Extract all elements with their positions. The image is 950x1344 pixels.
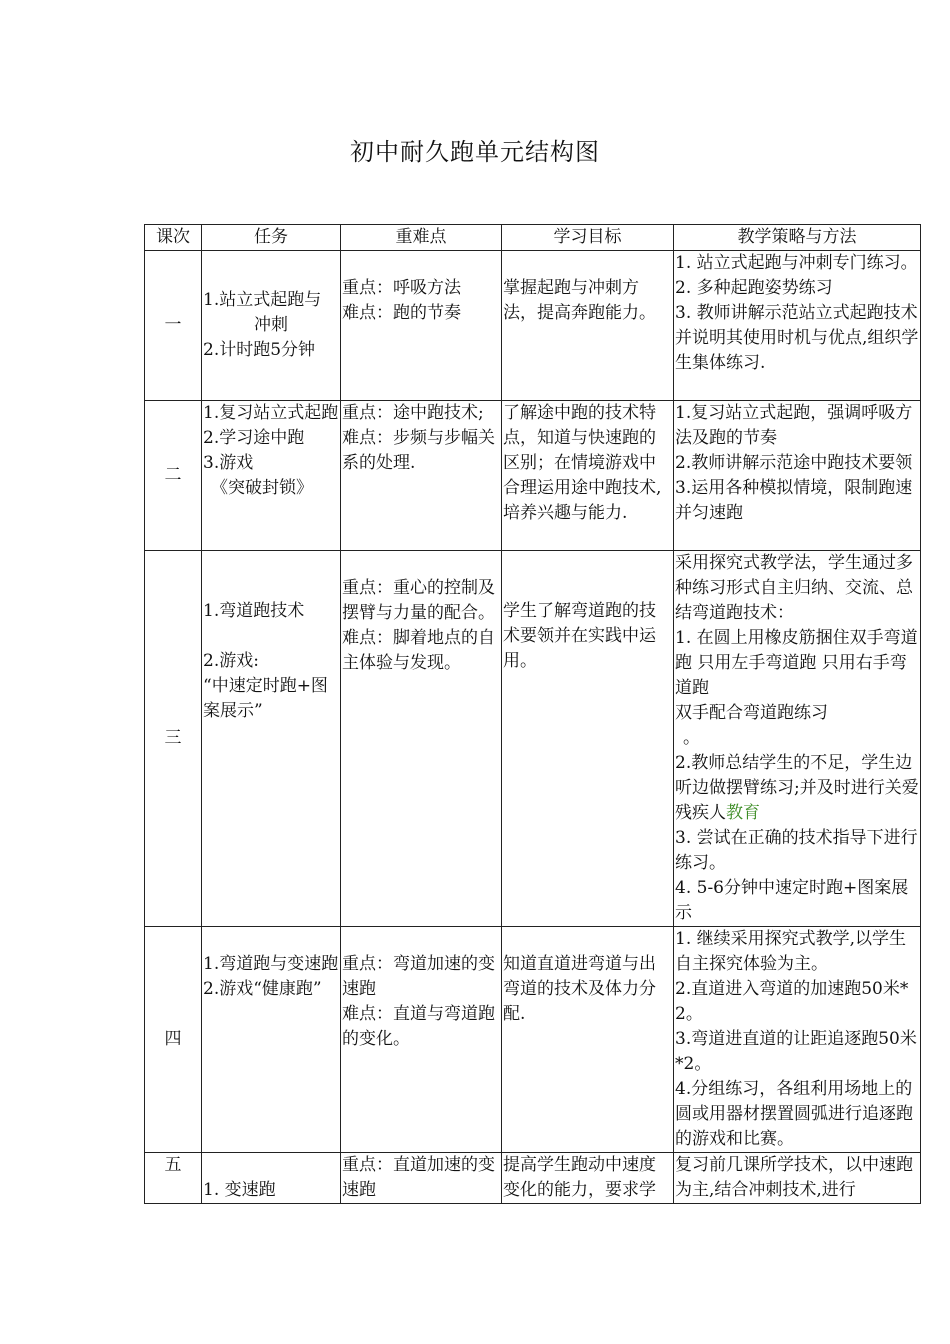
method-line: 4. 5-6分钟中速定时跑+图案展示: [675, 878, 909, 923]
method-line: 3. 尝试在正确的技术指导下进行练习。: [675, 828, 918, 873]
focus-cell: [341, 1153, 502, 1204]
header-goal: 学习目标: [502, 225, 674, 251]
focus-line: 难点：直道与弯道跑的变化。: [342, 1004, 495, 1049]
task-cell: [202, 401, 341, 551]
goal-text: 提高学生跑动中速度变化的能力，要求学: [503, 1155, 656, 1200]
table-row: [145, 401, 921, 551]
task-line: 1.弯道跑技术: [203, 601, 305, 621]
goal-text: 掌握起跑与冲刺方法，提高奔跑能力。: [503, 278, 656, 323]
education-link[interactable]: 教育: [726, 803, 760, 823]
focus-line: 重点：呼吸方法: [342, 278, 461, 298]
method-line: 双手配合弯道跑练习: [675, 703, 828, 723]
header-task: 任务: [202, 225, 341, 251]
header-lesson: 课次: [145, 225, 202, 251]
task-cell: [202, 551, 341, 927]
method-cell: [674, 927, 921, 1153]
method-line: 2. 多种起跑姿势练习: [675, 278, 833, 298]
table-header-row: [145, 225, 921, 251]
focus-line: 难点：脚着地点的自主体验与发现。: [342, 628, 495, 673]
focus-cell: [341, 927, 502, 1153]
method-line: 4.分组练习，各组利用场地上的圆或用器材摆置圆弧进行追逐跑的游戏和比赛。: [675, 1079, 913, 1149]
lesson-number: 二: [145, 401, 202, 551]
task-line: 冲刺: [254, 315, 288, 335]
method-line: 3.运用各种模拟情境，限制跑速并匀速跑: [675, 478, 913, 523]
goal-text: 学生了解弯道跑的技术要领并在实践中运用。: [503, 601, 656, 671]
method-line: 3.弯道进直道的让距追逐跑50米*2。: [675, 1029, 917, 1074]
method-line: 2.教师讲解示范途中跑技术要领: [675, 453, 913, 473]
task-line: 2.计时跑5分钟: [203, 340, 316, 360]
table-row: [145, 251, 921, 401]
task-line: “中速定时跑+图案展示”: [203, 676, 328, 721]
goal-cell: [502, 251, 674, 401]
focus-line: 难点：跑的节奏: [342, 303, 461, 323]
lesson-number: 三: [145, 551, 202, 927]
focus-line: 重点：直道加速的变速跑: [342, 1155, 495, 1200]
method-cell: [674, 551, 921, 927]
method-cell: [674, 251, 921, 401]
header-method: 教学策略与方法: [674, 225, 921, 251]
method-line: 1.复习站立式起跑，强调呼吸方法及跑的节奏: [675, 403, 913, 448]
goal-text: 知道直道进弯道与出弯道的技术及体力分配.: [503, 954, 656, 1024]
method-cell: [674, 401, 921, 551]
method-line: [675, 751, 919, 826]
goal-cell: [502, 1153, 674, 1204]
task-cell: [202, 1153, 341, 1204]
task-line: 2.学习途中跑: [203, 428, 305, 448]
page-title: 初中耐久跑单元结构图: [350, 138, 600, 166]
task-line: 1.弯道跑与变速跑: [203, 954, 339, 974]
goal-cell: [502, 401, 674, 551]
lesson-table: [144, 224, 921, 1204]
task-cell: [202, 927, 341, 1153]
focus-line: 难点：步频与步幅关系的处理.: [342, 428, 495, 473]
method-line: 1. 继续采用探究式教学,以学生自主探究体验为主。: [675, 929, 907, 974]
focus-line: 重点：弯道加速的变速跑: [342, 954, 495, 999]
task-line: 3.游戏: [203, 453, 254, 473]
method-line: 1. 在圆上用橡皮筋捆住双手弯道跑 只用左手弯道跑 只用右手弯道跑: [675, 628, 918, 698]
task-line: [203, 624, 339, 649]
goal-cell: [502, 927, 674, 1153]
goal-text: 了解途中跑的技术特点，知道与快速跑的区别；在情境游戏中合理运用途中跑技术,培养兴趣与能力.: [503, 403, 662, 523]
method-line: 3. 教师讲解示范站立式起跑技术并说明其使用时机与优点,组织学生集体练习.: [675, 303, 919, 373]
focus-line: 重点：重心的控制及摆臂与力量的配合。: [342, 578, 495, 623]
method-line: 2.直道进入弯道的加速跑50米*2。: [675, 979, 909, 1024]
focus-cell: [341, 401, 502, 551]
task-line: 2.游戏:: [203, 651, 259, 671]
focus-cell: [341, 251, 502, 401]
lesson-number: 四: [145, 927, 202, 1153]
task-line: 《突破封锁》: [211, 478, 313, 498]
focus-cell: [341, 551, 502, 927]
method-cell: [674, 1153, 921, 1204]
method-line: 。: [683, 728, 700, 748]
method-text: 2.教师总结学生的不足，学生边听边做摆臂练习;并及时进行关爱残疾人: [675, 753, 919, 823]
table-row: [145, 1153, 921, 1204]
task-line: 1. 变速跑: [203, 1180, 276, 1200]
method-intro: 采用探究式教学法，学生通过多种练习形式自主归纳、交流、总结弯道跑技术：: [675, 553, 913, 623]
task-line: 1.复习站立式起跑: [203, 403, 339, 423]
table-row: [145, 551, 921, 927]
task-line: 2.游戏“健康跑”: [203, 979, 322, 999]
method-line: 复习前几课所学技术，以中速跑为主,结合冲刺技术,进行: [675, 1155, 913, 1200]
method-line: 1. 站立式起跑与冲刺专门练习。: [675, 253, 918, 273]
table-row: [145, 927, 921, 1153]
goal-cell: [502, 551, 674, 927]
focus-line: 重点：途中跑技术;: [342, 403, 484, 423]
lesson-number: 五: [145, 1153, 202, 1204]
task-cell: [202, 251, 341, 401]
header-focus: 重难点: [341, 225, 502, 251]
task-line: 1.站立式起跑与: [203, 290, 322, 310]
lesson-number: 一: [145, 251, 202, 401]
